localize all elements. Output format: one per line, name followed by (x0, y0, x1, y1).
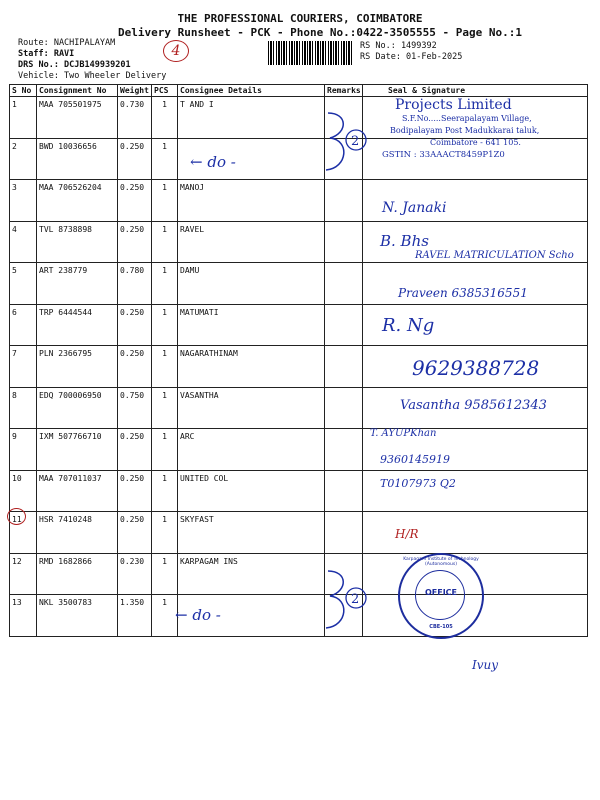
seal-ring-text: Karpagam Institute of Technology (Autonomous) (403, 557, 479, 567)
col-remarks: Remarks (325, 85, 363, 97)
table-row: 7 PLN 2366795 0.250 1 NAGARATHINAM (10, 346, 588, 388)
company-title: THE PROFESSIONAL COURIERS, COIMBATORE (177, 12, 423, 25)
seal-bottom: CBE-105 (429, 624, 453, 630)
ditto-mark-row2: ← do - (190, 153, 236, 171)
svg-text:2: 2 (351, 592, 360, 607)
remarks-mark-row12 (318, 566, 378, 636)
staff: Staff: RAVI (18, 49, 75, 59)
row11-circle-mark (7, 508, 26, 525)
table-row: 4 TVL 8738898 0.250 1 RAVEL (10, 221, 588, 263)
stamp1-gst: GSTIN : 33AAACT8459P1Z0 (382, 150, 505, 160)
col-sno: S No (10, 85, 37, 97)
signature-row6: R. Ng (382, 315, 435, 336)
remarks-mark-row1 (318, 108, 378, 178)
signature-row4-name: RAVEL MATRICULATION Scho (415, 250, 574, 261)
signature-row10: T0107973 Q2 (380, 477, 456, 490)
table-row: 3 MAA 706526204 0.250 1 MANOJ (10, 180, 588, 222)
signature-row4: B. Bhs (380, 232, 429, 250)
route: Route: NACHIPALAYAM (18, 38, 116, 48)
vehicle: Vehicle: Two Wheeler Delivery (18, 71, 167, 81)
col-consignment: Consignment No (37, 85, 118, 97)
table-row: 13 NKL 3500783 1.350 1 (10, 595, 588, 637)
table-row: 1 MAA 705501975 0.730 1 T AND I (10, 97, 588, 139)
col-consignee: Consignee Details (178, 85, 325, 97)
signature-row5: Praveen 6385316551 (398, 286, 528, 300)
rs-number: RS No.: 1499392 (360, 41, 437, 51)
table-row: 6 TRP 6444544 0.250 1 MATUMATI (10, 304, 588, 346)
ditto-mark-row13: ← do - (175, 606, 221, 624)
signature-row3: N. Janaki (382, 200, 447, 216)
col-signature: Seal & Signature (363, 85, 588, 97)
svg-text:2: 2 (351, 134, 360, 149)
rs-date: RS Date: 01-Feb-2025 (360, 52, 463, 62)
table-row: 10 MAA 707011037 0.250 1 UNITED COL (10, 470, 588, 512)
signature-row7: 9629388728 (412, 356, 540, 380)
table-row: 2 BWD 10036656 0.250 1 (10, 138, 588, 180)
stamp1-line2: Bodipalayam Post Madukkarai taluk, (390, 126, 540, 135)
stamp1-company: Projects Limited (395, 97, 512, 113)
col-pcs: PCS (152, 85, 178, 97)
col-weight: Weight (118, 85, 152, 97)
runsheet-title: Delivery Runsheet - PCK - Phone No.:0422-3505555 - Page No.:1 (118, 26, 522, 39)
signature-row9-phone: 9360145919 (380, 453, 450, 466)
table-row: 11 HSR 7410248 0.250 1 SKYFAST (10, 512, 588, 554)
table-row: 9 IXM 507766710 0.250 1 ARC (10, 429, 588, 471)
table-header-row (10, 85, 588, 97)
signature-row8: Vasantha 9585612343 (400, 398, 547, 413)
circled-page-mark: 4 (163, 40, 189, 62)
table-row: 5 ART 238779 0.780 1 DAMU (10, 263, 588, 305)
stamp1-line3: Coimbatore - 641 105. (430, 138, 521, 147)
drs-number: DRS No.: DCJB149939201 (18, 60, 131, 70)
signature-row11: H/R (395, 527, 419, 541)
barcode (268, 41, 352, 65)
stamp1-line1: S.F.No.....Seerapalayam Village, (402, 114, 532, 123)
table-row: 12 RMD 1682866 0.230 1 KARPAGAM INS (10, 553, 588, 595)
footer-signature: Ivuy (472, 658, 499, 672)
signature-row9: T. AYUPKhan (370, 428, 437, 439)
table-row: 8 EDQ 700006950 0.750 1 VASANTHA (10, 387, 588, 429)
seal-center: OFFICE (424, 588, 458, 597)
institute-seal (398, 553, 484, 639)
